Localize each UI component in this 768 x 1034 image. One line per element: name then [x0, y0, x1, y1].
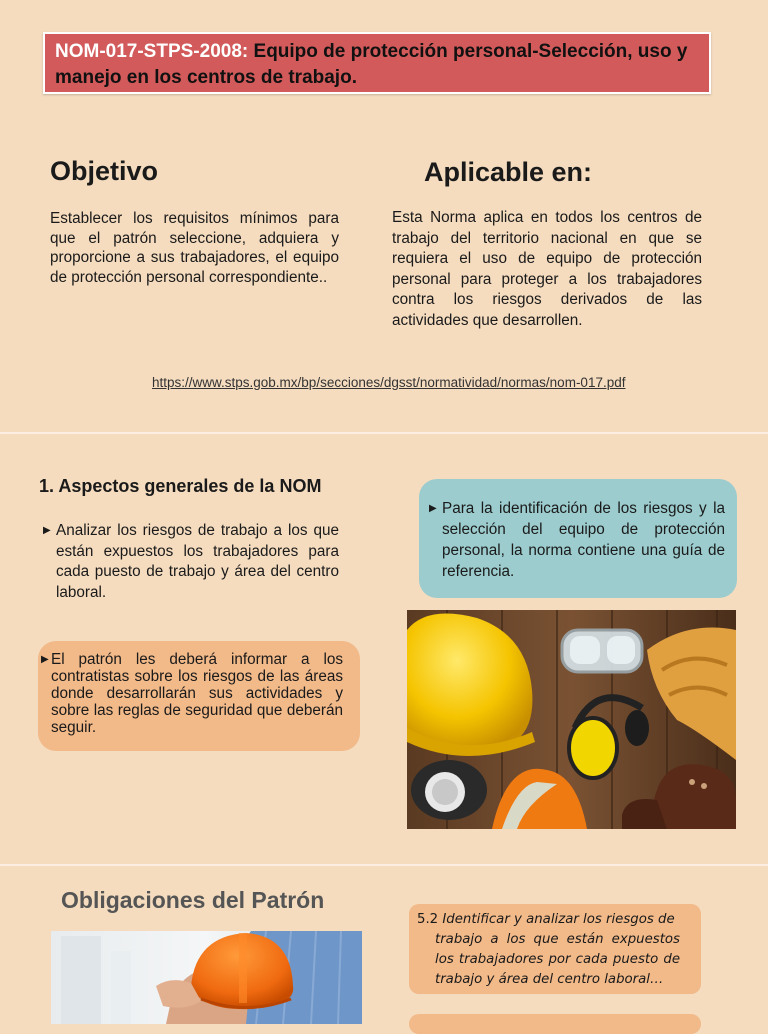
aspectos-heading: 1. Aspectos generales de la NOM [39, 476, 322, 496]
bullet-analizar [43, 521, 339, 603]
bullet-identificacion [429, 498, 725, 582]
item-5-2-text [417, 910, 680, 990]
item-number: 5.2 [417, 912, 439, 927]
title-banner [43, 32, 711, 94]
bullet-marker-icon: ▶ [429, 503, 437, 514]
item-text-rest: trabajo a los que están expuestos los trabajadores por cada puesto de trabajo y área del centro laboral… [435, 932, 680, 987]
nom-017-link[interactable]: https://www.stps.gob.mx/bp/secciones/dgsst/normatividad/normas/nom-017.pdf [152, 375, 626, 390]
bullet-marker-icon: ▶ [43, 525, 51, 536]
item-text-first-line: Identificar y analizar los riesgos de [442, 912, 675, 927]
banner-code: NOM-017-STPS-2008: [55, 41, 249, 62]
bullet-contratistas-text: El patrón les deberá informar a los contratistas sobre los riesgos de las áreas donde desarrollarán sus actividades y sobre las reglas de seguridad que deberán seguir. [51, 651, 343, 736]
objetivo-text: Establecer los requisitos mínimos para que el patrón seleccione, adquiera y proporcione a sus trabajadores, el equipo de protección personal correspondiente.. [50, 210, 339, 286]
banner-title: Equipo de protección personal-Selección, uso y manejo en los centros de trabajo. [55, 41, 688, 88]
obligaciones-heading: Obligaciones del Patrón [61, 887, 325, 913]
bullet-analizar-text: Analizar los riesgos de trabajo a los que están expuestos los trabajadores para cada puesto de trabajo y área del centro laboral. [56, 522, 339, 601]
bullet-marker-icon: ▶ [41, 654, 49, 665]
aplicable-text: Esta Norma aplica en todos los centros de trabajo del territorio nacional en que se requiera el uso de equipo de protección personal para proteger a los trabajadores contra los riesgos derivados de las actividades que desarrollen. [392, 209, 702, 329]
slide-objetivo [0, 0, 768, 432]
next-item-box [409, 1014, 701, 1034]
objetivo-heading: Objetivo [50, 156, 159, 186]
ppe-equipment-photo [407, 610, 736, 829]
aplicable-heading: Aplicable en: [424, 157, 593, 187]
bullet-contratistas [41, 651, 343, 736]
worker-hardhat-photo [51, 931, 362, 1024]
bullet-identificacion-text: Para la identificación de los riesgos y la selección del equipo de protección personal, la norma contiene una guía de referencia. [442, 500, 725, 580]
